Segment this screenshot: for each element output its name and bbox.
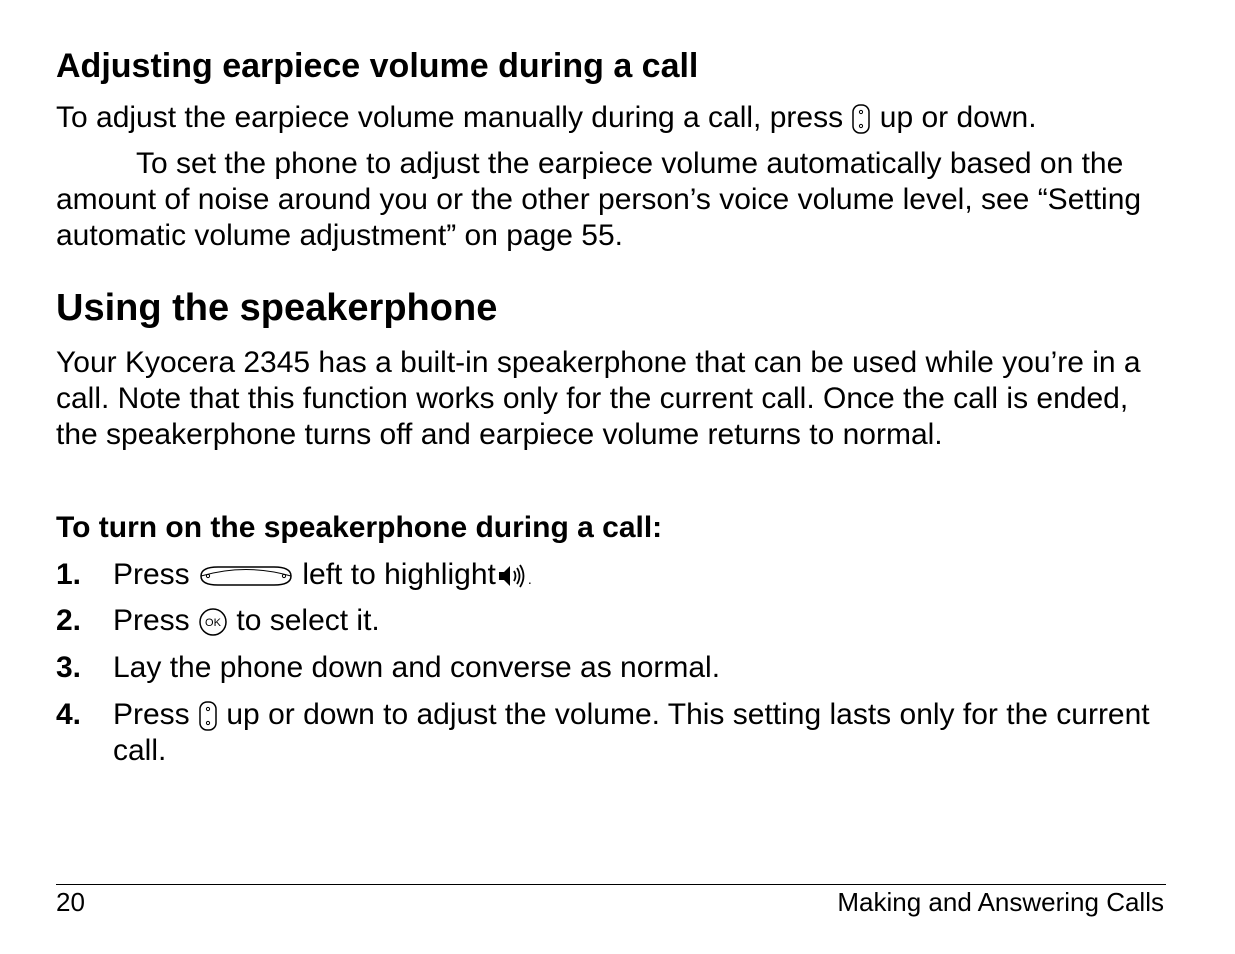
step-text: Press: [113, 558, 190, 591]
volume-instructions-text: To adjust the earpiece volume manually during a call, press: [56, 101, 844, 134]
step-number: 2.: [56, 604, 82, 637]
step-text: Press: [113, 604, 190, 637]
step-number: 4.: [56, 698, 82, 731]
step-text-suffix: up or down to adjust the volume. This setting lasts only for the current call.: [113, 698, 1150, 767]
volume-key-icon: [851, 104, 871, 134]
volume-instructions: [56, 100, 1037, 136]
step-text-suffix: to select it.: [236, 604, 380, 637]
step-4: [56, 697, 1161, 769]
svg-text:OK: OK: [205, 617, 221, 630]
chapter-title: Making and Answering Calls: [837, 887, 1164, 917]
page-title-speakerphone: Using the speakerphone: [56, 287, 498, 329]
speakerphone-description: Your Kyocera 2345 has a built-in speakerphone that can be used while you’re in a call. Note that this function works only for the current call. Once the call is ended, the speakerphone turns off and earpiece volume returns to normal.: [56, 346, 1141, 451]
procedure-heading: To turn on the speakerphone during a call:: [56, 511, 663, 544]
volume-instructions-suffix: up or down.: [879, 101, 1037, 134]
step-text: Lay the phone down and converse as normal.: [113, 651, 721, 684]
step-text-suffix: .: [527, 571, 532, 587]
page-number: 20: [56, 887, 85, 917]
step-number: 1.: [56, 558, 82, 591]
ok-key-icon: [198, 607, 228, 637]
step-1: [56, 557, 1161, 597]
speaker-icon: [496, 563, 528, 589]
step-number: 3.: [56, 651, 82, 684]
manual-page: [56, 0, 1166, 954]
footer-divider: [56, 884, 1166, 885]
volume-key-icon: [198, 701, 218, 731]
step-2: [56, 603, 1161, 639]
auto-volume-note-text: To set the phone to adjust the earpiece volume automatically based on the amount of noise around you or the other person’s voice volume level, see “Setting automatic volume adjustment” on page 55.: [56, 147, 1142, 252]
step-text-middle: left to highlight: [302, 558, 496, 591]
step-3: [56, 650, 1161, 686]
step-text: Press: [113, 698, 190, 731]
auto-volume-note: [56, 146, 1156, 254]
section-heading-earpiece-volume: Adjusting earpiece volume during a call: [56, 47, 699, 85]
navigation-key-icon: [198, 565, 294, 587]
